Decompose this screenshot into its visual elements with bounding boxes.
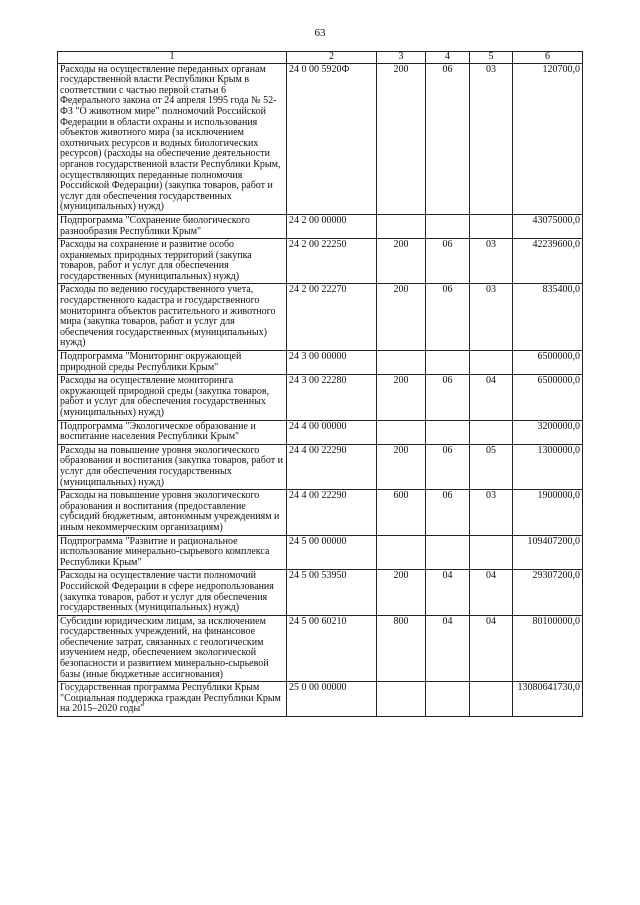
row-code: 24 0 00 5920Ф: [287, 63, 377, 214]
row-pr: [470, 351, 513, 375]
header-col-2: 2: [287, 52, 377, 64]
row-vr: 200: [377, 570, 426, 615]
row-rz: 04: [426, 615, 470, 682]
row-pr: 04: [470, 615, 513, 682]
row-amount: 42239600,0: [513, 239, 583, 284]
table-row: [58, 63, 583, 214]
row-pr: 05: [470, 444, 513, 489]
table-row: [58, 351, 583, 375]
row-description: Подпрограмма "Мониторинг окружающей природной среды Республики Крым": [58, 351, 287, 375]
row-pr: [470, 214, 513, 238]
header-row: [58, 52, 583, 64]
row-amount: 6500000,0: [513, 351, 583, 375]
row-pr: [470, 682, 513, 717]
row-code: 24 3 00 22280: [287, 375, 377, 420]
row-vr: 800: [377, 615, 426, 682]
row-rz: 04: [426, 570, 470, 615]
row-rz: 06: [426, 239, 470, 284]
row-description: Подпрограмма "Сохранение биологического разнообразия Республики Крым": [58, 214, 287, 238]
row-description: Расходы на осуществление мониторинга окружающей природной среды (закупка товаров, работ и услуг для обеспечения государственных (муниципальных) нужд): [58, 375, 287, 420]
row-amount: 835400,0: [513, 284, 583, 351]
row-pr: 03: [470, 239, 513, 284]
row-vr: [377, 420, 426, 444]
row-description: Субсидии юридическим лицам, за исключением государственных учреждений, на финансовое обеспечение затрат, связанных с геологическим изучением недр, обеспечением экологической безопасности и развитием минерально-сырьевой базы (иные бюджетные ассигнования): [58, 615, 287, 682]
row-code: 24 2 00 00000: [287, 214, 377, 238]
row-rz: 06: [426, 490, 470, 535]
header-col-6: 6: [513, 52, 583, 64]
table-row: [58, 444, 583, 489]
row-vr: [377, 351, 426, 375]
row-code: 24 2 00 22270: [287, 284, 377, 351]
row-description: Расходы на осуществление части полномочий Российской Федерации в сфере недропользования (закупка товаров, работ и услуг для обеспечения государственных (муниципальных) нужд): [58, 570, 287, 615]
row-amount: 120700,0: [513, 63, 583, 214]
row-vr: 200: [377, 63, 426, 214]
row-pr: 04: [470, 375, 513, 420]
row-pr: 04: [470, 570, 513, 615]
table-row: [58, 682, 583, 717]
row-code: 24 5 00 00000: [287, 535, 377, 570]
row-rz: 06: [426, 375, 470, 420]
budget-table: [57, 51, 583, 717]
row-vr: [377, 682, 426, 717]
row-vr: 200: [377, 444, 426, 489]
row-vr: 200: [377, 284, 426, 351]
row-code: 24 2 00 22250: [287, 239, 377, 284]
header-col-5: 5: [470, 52, 513, 64]
row-vr: 600: [377, 490, 426, 535]
table-row: [58, 214, 583, 238]
row-description: Расходы на повышение уровня экологического образования и воспитания (предоставление субсидий бюджетным, автономным учреждениям и иным некоммерческим организациям): [58, 490, 287, 535]
row-description: Расходы на осуществление переданных органам государственной власти Республики Крым в соответствии с частью первой статьи 6 Федерального закона от 24 апреля 1995 года № 52-ФЗ "О животном мире" полномочий Российской Федерации в области охраны и использования объектов животного мира (за исключением охотничьих ресурсов и водных биологических ресурсов) (расходы на обеспечение деятельности органов государственной власти Республики Крым, осуществляющих переданные полномочия Российской Федерации) (закупка товаров, работ и услуг для обеспечения государственных (муниципальных) нужд): [58, 63, 287, 214]
page-number: 63: [314, 27, 326, 39]
row-pr: 03: [470, 490, 513, 535]
table-row: [58, 284, 583, 351]
row-description: Расходы по ведению государственного учета, государственного кадастра и государственного мониторинга объектов растительного и животного мира (закупка товаров, работ и услуг для обеспечения государственных (муниципальных) нужд): [58, 284, 287, 351]
row-code: 24 4 00 22290: [287, 490, 377, 535]
row-rz: [426, 351, 470, 375]
row-rz: [426, 535, 470, 570]
row-amount: 109407200,0: [513, 535, 583, 570]
header-col-4: 4: [426, 52, 470, 64]
table-row: [58, 490, 583, 535]
table-row: [58, 570, 583, 615]
row-vr: 200: [377, 375, 426, 420]
row-rz: 06: [426, 284, 470, 351]
row-amount: 6500000,0: [513, 375, 583, 420]
row-description: Расходы на повышение уровня экологического образования и воспитания (закупка товаров, работ и услуг для обеспечения государственных (муниципальных) нужд): [58, 444, 287, 489]
header-col-1: 1: [58, 52, 287, 64]
table-row: [58, 375, 583, 420]
row-amount: 43075000,0: [513, 214, 583, 238]
row-amount: 1900000,0: [513, 490, 583, 535]
table-row: [58, 535, 583, 570]
row-code: 25 0 00 00000: [287, 682, 377, 717]
row-description: Подпрограмма "Развитие и рациональное использование минерально-сырьевого комплекса Республики Крым": [58, 535, 287, 570]
row-description: Расходы на сохранение и развитие особо охраняемых природных территорий (закупка товаров, работ и услуг для обеспечения государственных (муниципальных) нужд): [58, 239, 287, 284]
row-vr: 200: [377, 239, 426, 284]
row-code: 24 4 00 00000: [287, 420, 377, 444]
row-pr: [470, 420, 513, 444]
row-code: 24 5 00 53950: [287, 570, 377, 615]
table-row: [58, 239, 583, 284]
row-rz: [426, 420, 470, 444]
row-pr: [470, 535, 513, 570]
table-row: [58, 615, 583, 682]
row-pr: 03: [470, 63, 513, 214]
row-vr: [377, 535, 426, 570]
row-description: Подпрограмма "Экологическое образование и воспитание населения Республики Крым": [58, 420, 287, 444]
row-code: 24 4 00 22290: [287, 444, 377, 489]
row-rz: 06: [426, 63, 470, 214]
row-amount: 3200000,0: [513, 420, 583, 444]
row-rz: [426, 682, 470, 717]
row-description: Государственная программа Республики Крым "Социальная поддержка граждан Республики Крым на 2015–2020 годы": [58, 682, 287, 717]
row-code: 24 3 00 00000: [287, 351, 377, 375]
header-col-3: 3: [377, 52, 426, 64]
row-amount: 1300000,0: [513, 444, 583, 489]
row-pr: 03: [470, 284, 513, 351]
row-amount: 13080641730,0: [513, 682, 583, 717]
row-amount: 29307200,0: [513, 570, 583, 615]
table-row: [58, 420, 583, 444]
row-code: 24 5 00 60210: [287, 615, 377, 682]
row-amount: 80100000,0: [513, 615, 583, 682]
row-rz: 06: [426, 444, 470, 489]
row-rz: [426, 214, 470, 238]
row-vr: [377, 214, 426, 238]
